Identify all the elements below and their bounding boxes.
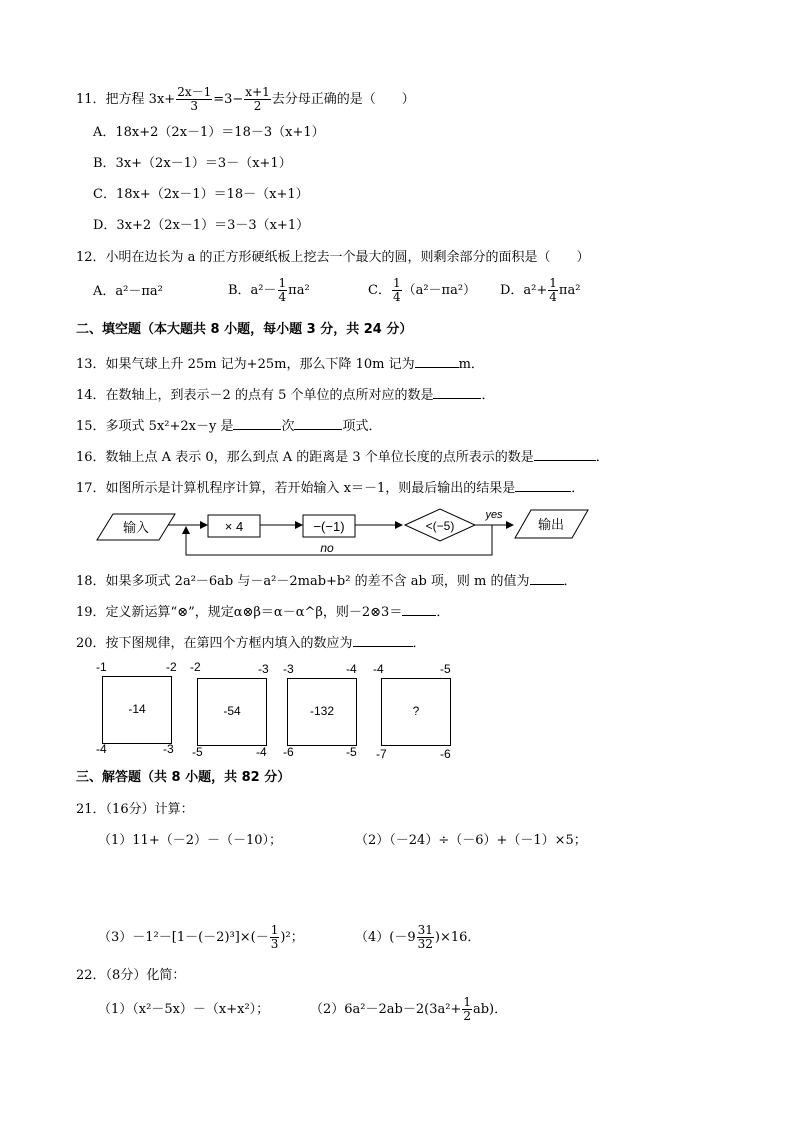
q11-option-b: B．3x+（2x－1）＝3－（x+1） [93, 156, 292, 171]
q21-part-2: （2）（－24）÷（－6）+（－1）×5； [355, 833, 587, 848]
pattern-box: ? [381, 678, 451, 746]
corner-number: -4 [346, 662, 357, 676]
q20: 20．按下图规律，在第四个方框内填入的数应为 ． [76, 636, 426, 651]
q15: 15．多项式 5x²+2x－y 是 次 项式． [76, 419, 382, 434]
multiply-label: × 4 [224, 519, 244, 534]
corner-number: -6 [283, 745, 294, 759]
corner-number: -6 [440, 747, 451, 761]
condition-label: <(−5) [425, 519, 455, 533]
output-parallelogram [515, 510, 588, 538]
program-flowchart [95, 504, 595, 558]
corner-number: -2 [190, 660, 201, 674]
q12-option-a: A．a²－πa² [93, 284, 163, 299]
answer-blank[interactable] [530, 572, 564, 585]
answer-blank[interactable] [515, 479, 571, 492]
q12-stem: 12．小明在边长为 a 的正方形硬纸板上挖去一个最大的圆，则剩余部分的面积是（ ） [76, 250, 590, 265]
corner-number: -5 [192, 745, 203, 759]
fraction: $\frac{2x-1}{3}$ [177, 85, 212, 113]
q12-option-c: C． $\frac{1}{4}$ （a²－πa²） [368, 276, 477, 304]
q11-option-a: A．18x+2（2x－1）＝18－3（x+1） [93, 125, 325, 140]
q19: 19．定义新运算“⊗”，规定α⊗β＝α－α^β，则－2⊗3＝ ． [76, 605, 450, 620]
corner-number: -4 [96, 742, 107, 756]
input-label: 输入 [122, 520, 150, 535]
corner-number: -1 [96, 660, 107, 674]
answer-blank[interactable] [233, 417, 281, 430]
section-heading-solve: 三、解答题（共 8 小题，共 82 分） [76, 770, 291, 785]
answer-blank[interactable] [433, 386, 481, 399]
q13: 13．如果气球上升 25m 记为+25m，那么下降 10m 记为 m． [76, 357, 484, 372]
multiply-box [208, 515, 260, 537]
q16: 16．数轴上点 A 表示 0，那么到点 A 的距离是 3 个单位长度的点所表示的数是 ． [76, 450, 609, 465]
corner-number: -3 [258, 662, 269, 676]
answer-blank[interactable] [294, 417, 342, 430]
q12-option-b: B．a²－ $\frac{1}{4}$ πa² [228, 276, 310, 304]
corner-number: -7 [376, 747, 387, 761]
corner-number: -2 [166, 660, 177, 674]
answer-blank[interactable] [534, 448, 596, 461]
corner-number: -4 [256, 745, 267, 759]
q11-option-d: D．3x+2（2x－1）＝3－3（x+1） [93, 218, 310, 233]
output-label: 输出 [537, 517, 565, 532]
corner-number: -4 [373, 662, 384, 676]
q21-part-1: （1）11+（－2）－（－10）； [98, 833, 283, 848]
q11-mid: =3− [213, 92, 244, 107]
pattern-box: -14 [102, 676, 172, 744]
q11-option-c: C．18x+（2x－1）＝18－（x+1） [93, 187, 309, 202]
question-number: 11． [76, 92, 106, 107]
fraction: $\frac{x+1}{2}$ [245, 85, 270, 113]
q22-title: 22．（8分）化简： [76, 968, 186, 983]
answer-blank[interactable] [402, 603, 436, 616]
q11-tail: 去分母正确的是（ ） [271, 92, 415, 107]
corner-number: -3 [163, 742, 174, 756]
corner-number: -3 [283, 662, 294, 676]
pattern-box: -132 [287, 678, 357, 746]
q18: 18．如果多项式 2a²－6ab 与－a²－2mab+b² 的差不含 ab 项，则 m 的值为 ． [76, 574, 577, 589]
pattern-box: -54 [197, 678, 267, 746]
q21-title: 21．（16分）计算： [76, 802, 194, 817]
subtract-label: −(−1) [313, 519, 345, 534]
q11-stem [76, 86, 415, 113]
condition-diamond [405, 509, 475, 541]
answer-blank[interactable] [415, 355, 459, 368]
q12-option-d: D．a²+ $\frac{1}{4}$ πa² [500, 276, 581, 304]
q22-part-2: （2）6a²－2ab－2(3a²+ $\frac{1}{2}$ ab)． [310, 995, 508, 1023]
q21-part-4: （4）(－9 $\frac{31}{32}$ )×16． [355, 923, 481, 951]
q22-part-1: （1）（x²－5x）－（x+x²）； [98, 1002, 270, 1017]
section-heading-fill-in: 二、填空题（本大题共 8 小题，每小题 3 分，共 24 分） [76, 322, 413, 337]
no-label: no [320, 541, 334, 555]
q14: 14．在数轴上，到表示－2 的点有 5 个单位的点所对应的数是 ． [76, 388, 495, 403]
corner-number: -5 [346, 745, 357, 759]
corner-number: -5 [440, 662, 451, 676]
yes-label: yes [485, 509, 503, 521]
input-parallelogram [97, 514, 175, 540]
answer-blank[interactable] [353, 634, 413, 647]
q11-intro: 把方程 3x+ [105, 92, 176, 107]
subtract-box [303, 515, 355, 537]
q17: 17．如图所示是计算机程序计算，若开始输入 x＝－1，则最后输出的结果是 ． [76, 481, 585, 496]
q21-part-3: （3）－1²－[1－(－2)³]×(－ $\frac{1}{3}$ )²； [98, 923, 304, 951]
